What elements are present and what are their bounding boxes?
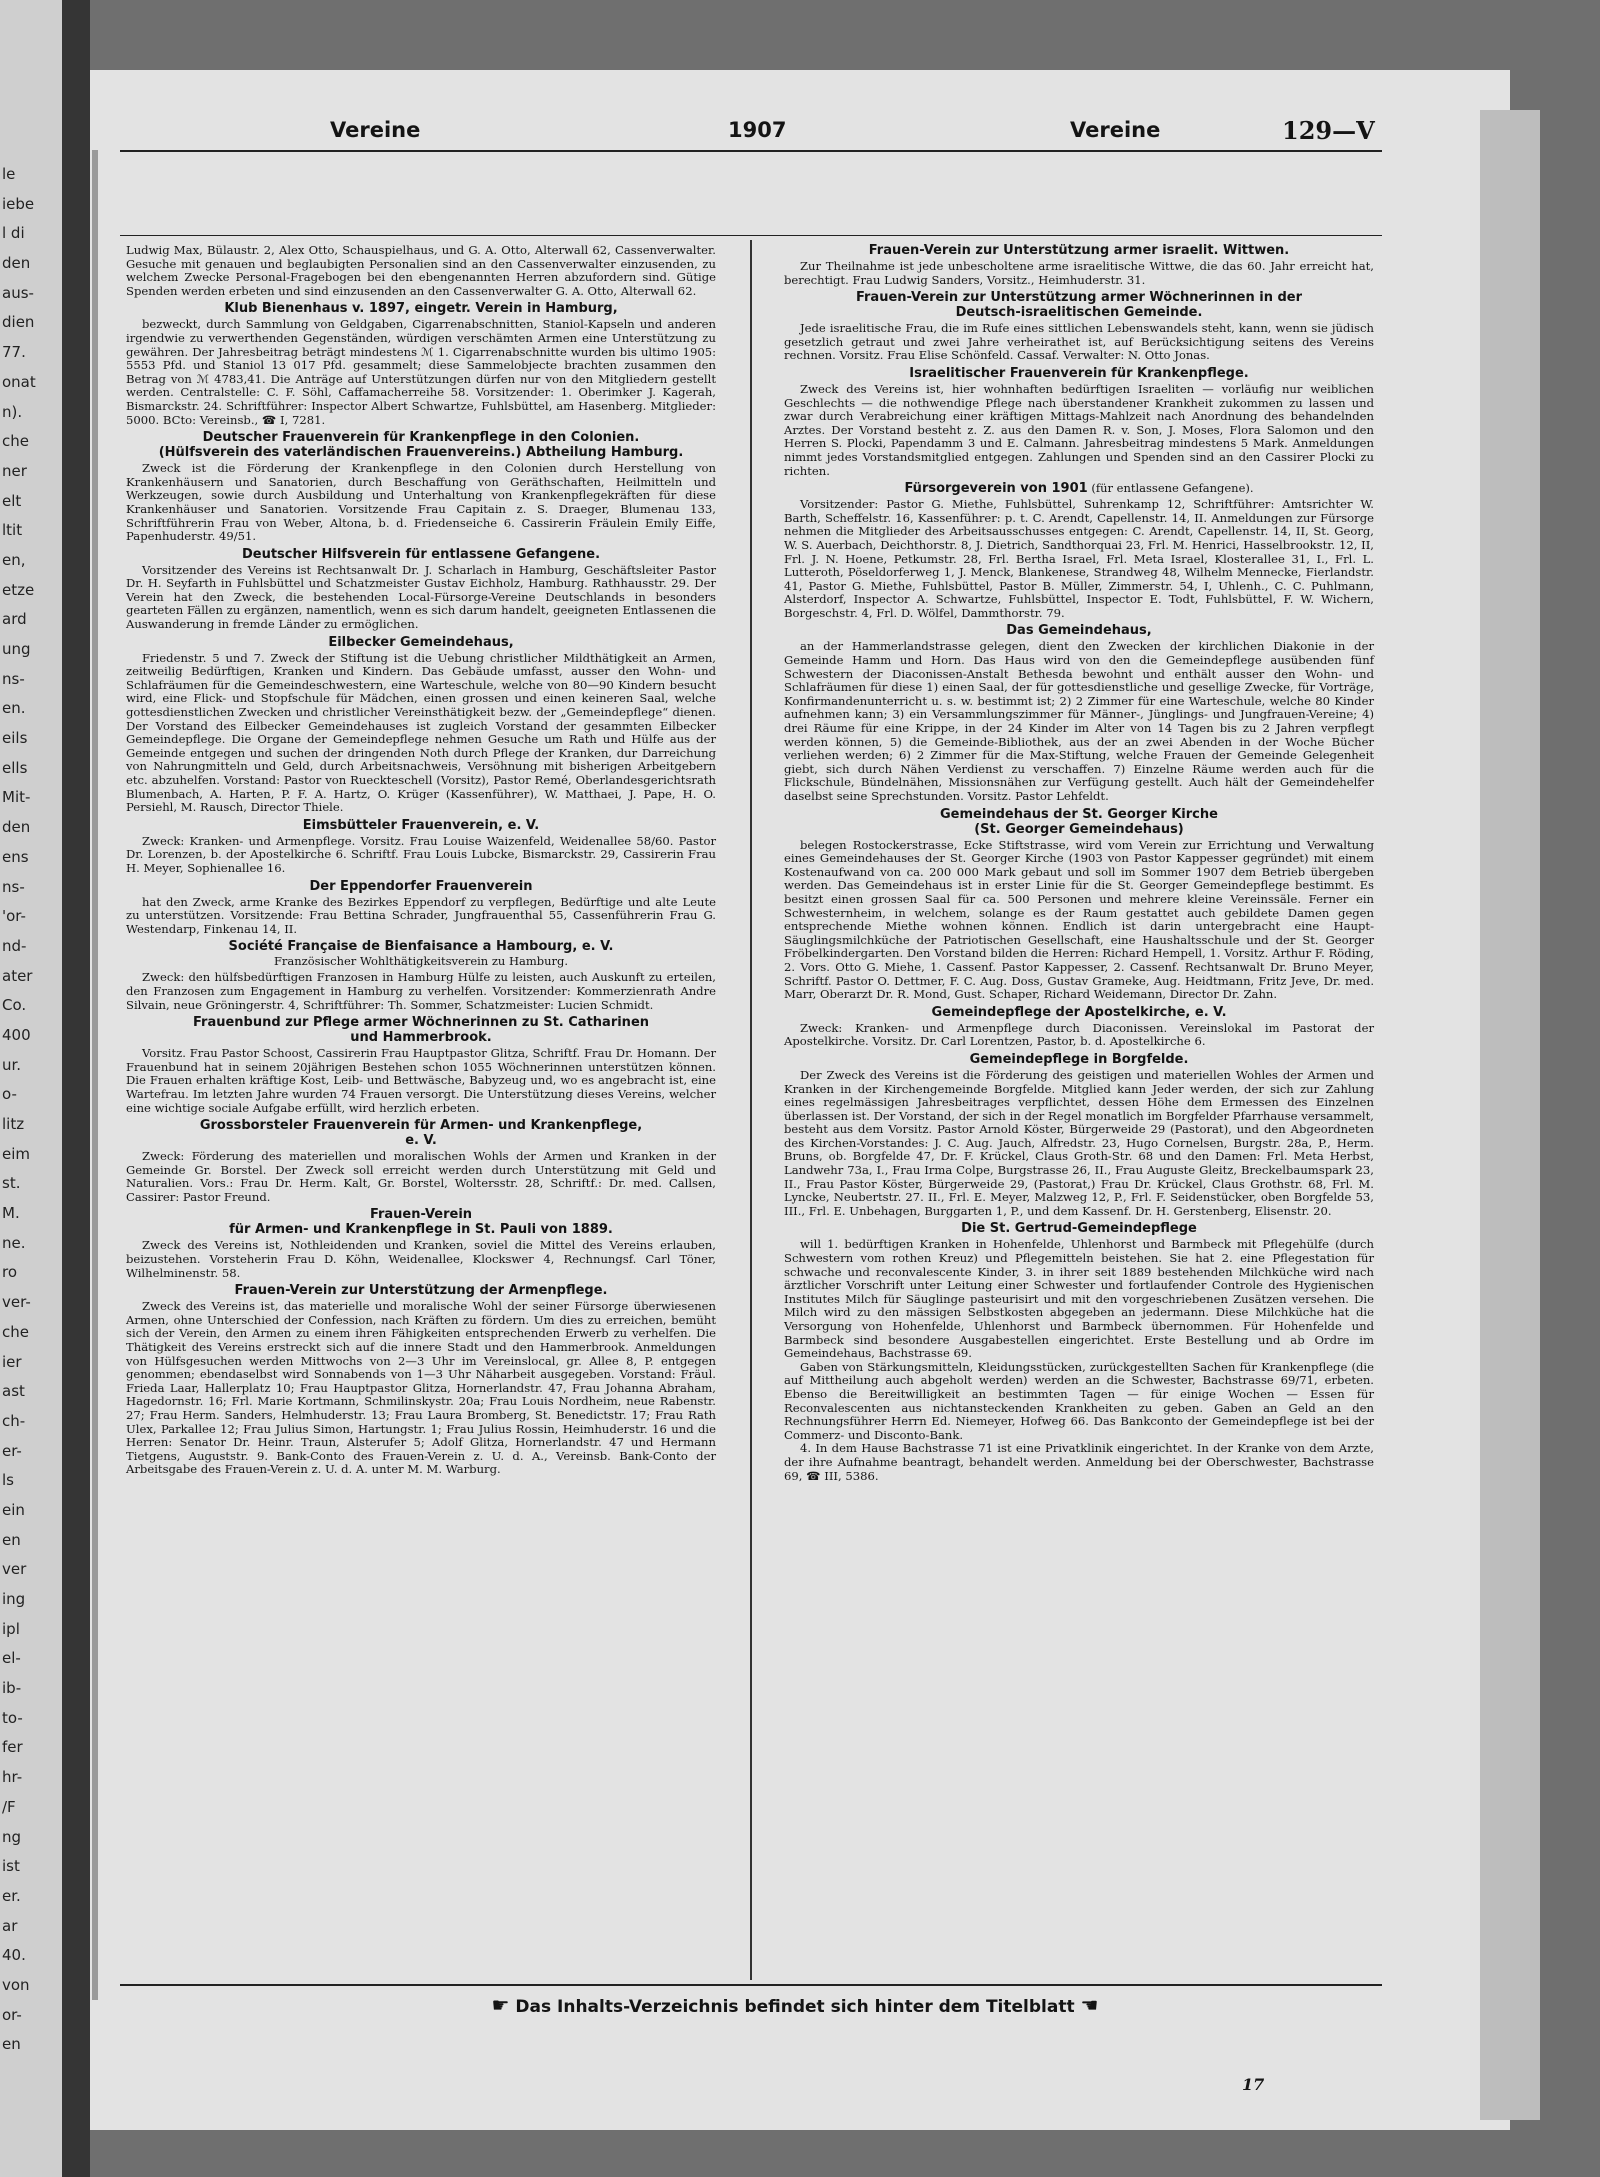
entry-title [126,1118,716,1148]
entry-title [126,547,716,562]
adjacent-page-text: dien [2,313,35,332]
entry-paragraph: Vorsitzender: Pastor G. Miethe, Fuhlsbüttel, Suhrenkamp 12, Schriftführer: Amtsrichter W. Barth, Scheffelstr. 16, Kassenführer: p. t. C. Arendt, Capellenstr. 14, II. Anmeldungen zur Fürsorge nehmen die Mitglieder des Arbeitsausschusses entgegen: C. Arendt, Capellenstr. 14, II, St. Georg, W. S. Auerbach, Deichthorstr. 8, J. Dietrich, Sandthorquai 23, Frl. M. Henrici, Hasselbrookstr. 12, II, Frl. J. N. Hoene, Petkumstr. 28, Frl. Bertha Israel, Frl. Meta Israel, Klosterallee 31, I., Frl. L. Lutteroth, Pöseldorferweg 1, J. Menck, Blankenese, Strandweg 48, Wilhelm Mennecke, Fierlandstr. 41, Pastor G. Miethe, Fuhlsbüttel, Pastor B. Müller, Zimmerstr. 54, I, Uhlenh., C. C. Puhlmann, Alsterdorf, Inspector A. Schwartze, Fuhlsbüttel, Inspector E. Todt, Fuhlsbüttel, F. W. Wichern, Borgeschstr. 4, Frl. D. Wölfel, Dammthorstr. 79. [784,497,1374,620]
entry-st-gertrud [784,1221,1374,1483]
adjacent-page-text: ells [2,758,28,777]
entry-subtitle: für Armen- und Krankenpflege in St. Pauli von 1889. [229,1222,613,1238]
entry-paragraph: bezweckt, durch Sammlung von Geldgaben, Cigarrenabschnitten, Staniol-Kapseln und anderen irgendwie zu verwerthenden Gegenständen, würdigen verschämten Armen eine Unterstützung zu gewähren. Der Jahresbeitrag beträgt mindestens ℳ 1. Cigarrenabschnitte wurden bis ultimo 1905: 5553 Pfd. und Staniol 13 017 Pfd. gesammelt; diese Sammelobjecte brachten zusammen den Betrag von ℳ 4783,41. Die Anträge auf Unterstützungen dürfen nur von den Mitgliedern gestellt werden. Centralstelle: C. F. Söhl, Caffamacherreihe 58. Vorsitzender: 1. Oberimker J. Kagerah, Bismarckstr. 24. Schriftführer: Inspector Albert Schwartze, Fuhlsbüttel, am Hasenberg. Mitglieder: 5000. BCto: Vereinsb., ☎ I, 7281. [126,317,716,427]
entry-gemeindepflege-borgfelde [784,1052,1374,1219]
adjacent-page-text: ne. [2,1233,26,1252]
entry-title-text: Fürsorgeverein von 1901 (für entlassene Gefangene). [904,481,1254,497]
entry-title [784,290,1374,320]
adjacent-page-text: en, [2,550,26,569]
adjacent-page-text: litz [2,1115,25,1133]
entry-title [784,623,1374,638]
entry-title [126,635,716,650]
index-note-text: Das Inhalts-Verzeichnis befindet sich hinter dem Titelblatt [515,1997,1075,2017]
entry-title-text: Frauenbund zur Pflege armer Wöchnerinnen zu St. Catharinen [192,1015,650,1031]
adjacent-page-text: ro [2,1263,18,1282]
entry-paragraph: Zweck des Vereins ist, hier wohnhaften bedürftigen Israeliten — vorläufig nur weiblichen Geschlechts — die nothwendige Pflege nach überstandener Krankheit zukommen zu lassen und zwar durch Verabreichung einer kräftigen Mittags-Mahlzeit nach Anordnung des behandelnden Arztes. Der Vorstand besteht z. Z. aus den Damen R. v. Son, J. Moses, Flora Salomon und den Herren S. Plocki, Papendamm 3 und E. Calmann. Jahresbeitrag mindestens 5 Mark. Anmeldungen nimmt jedes Vorstandsmitglied entgegen. Zahlungen und Spenden sind an den Cassirer Plocki zu richten. [784,381,1374,478]
adjacent-page-text: ner [2,461,27,480]
entry-eppendorfer-frauenverein [126,879,716,937]
adjacent-page-text: aus- [2,283,34,302]
pointing-hand-right-icon: ☛ [491,1993,510,2017]
entry-title-text: Klub Bienenhaus v. 1897, eingetr. Verein in Hamburg, [224,301,618,317]
entry-dt-hilfsverein-gefangene [126,547,716,632]
entry-title-text: Deutscher Frauenverein für Krankenpflege in den Colonien. [202,430,640,446]
entry-paragraph: will 1. bedürftigen Kranken in Hohenfelde, Uhlenhorst und Barmbeck mit Pflegehülfe (durch Schwestern vom rothen Kreuz) und Pflegemitteln beistehen. Sie hat 2. eine Pflegestation für schwache und reconvalescente Kinder, 3. in ihrer seit 1889 bestehenden Milchküche wird nach ärztlicher Vorschrift unter Leitung einer Schwester und fortlaufender Controle des Hygienischen Institutes Milch für Säuglinge pasteurisirt und mit den vorgeschriebenen Zusätzen versehen. Die Milch wird zu den mässigen Selbstkosten abgegeben an jedermann. Diese Milchküche hat die Versorgung von Hohenfelde, Uhlenhorst und Barmbeck übernommen. Für Hohenfelde und Barmbeck sind besondere Ausgabestellen eingerichtet. Erste Bestellung und ab Ordre im Gemeindehaus, Bachstrasse 69. [784,1237,1374,1361]
adjacent-page-text: iebe [2,194,35,213]
page-number: 17 [1242,2075,1265,2094]
entry-paragraph: Gaben von Stärkungsmitteln, Kleidungsstücken, zurückgestellten Sachen für Krankenpflege (die auf Mittheilung auch abgeholt werden) werden an die Schwester, Bachstrasse 69/71, erbeten. Ebenso die Bereitwilligkeit an bestimmten Tagen — für einige Wochen — Essen für Reconvalescenten aus nichtansteckenden Krankheiten zu geben. Gaben an Geld an den Rechnungsführer Herrn Ed. Niemeyer, Hofweg 66. Das Bankconto der Gemeindepflege ist bei der Commerz- und Disconto-Bank. [784,1359,1374,1442]
adjacent-page-text: o- [2,1085,17,1104]
adjacent-page-text: ein [2,1500,25,1519]
left-column [126,244,716,1480]
entry-title [784,481,1374,496]
entry-subtitle: (Hülfsverein des vaterländischen Frauenvereins.) Abtheilung Hamburg. [158,445,684,461]
entry-paragraph: belegen Rostockerstrasse, Ecke Stiftstrasse, wird vom Verein zur Errichtung und Verwaltung eines Gemeindehauses der St. Georger Kirche (1903 von Pastor Kappesser gegründet) mit einem Kostenaufwand von ca. 200 000 Mark gebaut und soll im Sommer 1907 dem Betrieb übergeben werden. Das Gemeindehaus ist in erster Linie für die St. Georger Gemeindepflege bestimmt. Es besitzt einen grossen Saal für ca. 500 Personen und mehrere kleine Vereinssäle. Ferner ein Schwesternheim, in welchem, solange es der Raum gestattet auch gebildete Damen gegen entsprechende Miethe wohnen können. Endlich ist darin untergebracht eine Haupt-Säuglingsmilchküche der Patriotischen Gesellschaft, eine Haushaltsschule und der St. Georger Fröbelkindergarten. Den Vorstand bilden die Herren: Richard Hempell, 1. Vorsitz. Arthur F. Röding, 2. Vors. Otto G. Miehe, 1. Cassenf. Pastor Kappesser, 2. Cassenf. Rechtsanwalt Dr. Bruno Meyer, Schriftf. Pastor O. Dettmer, F. C. Aug. Doss, Gustav Grameke, Aug. Heidtmann, Fritz Jeve, Dr. med. Marr, Oberarzt Dr. R. Mond, Gust. Schaper, Richard Weidemann, Director Dr. Zahn. [784,837,1374,1002]
adjacent-page-text: le [2,165,16,183]
adjacent-page-text: st. [2,1174,21,1193]
entry-title [126,818,716,833]
entry-paragraph: Der Zweck des Vereins ist die Förderung des geistigen und materiellen Wohles der Armen und Kranken in der Kirchengemeinde Borgfelde. Mitglied kann Jeder werden, der sich zur Zahlung eines regelmässigen Jahresbeitrages verpflichtet, dessen Höhe dem Ermessen des Einzelnen überlassen ist. Der Vorstand, der sich in der Regel monatlich im Borgfelder Pfarrhause versammelt, besteht aus dem Vorsitz. Pastor Arnold Köster, Bürgerweide 29 (Pastorat), und den Abgeordneten des Kirchen-Vorstandes: J. C. Aug. Jauch, Alfredstr. 23, Hugo Cornelsen, Burgstr. 28a, P., Herm. Bruns, ob. Borgfelde 47, Dr. F. Krückel, Claus Groth-Str. 68 und den Damen: Frl. Meta Herbst, Landwehr 73a, I., Frau Irma Colpe, Burgstrasse 26, II., Frau Auguste Gleitz, Breckelbaumspark 23, II., Frau Pastor Köster, Bürgerweide 29, (Pastorat,) Frau Dr. Krückel, Claus Grothstr. 68, Frl. M. Lyncke, Neubertstr. 27. II., Frl. E. Meyer, Malzweg 12, P., Frl. F. Seidenstücker, oben Borgfelde 53, III., Frl. E. Unbehagen, Burggarten 1, P., und dem Kassenf. Dr. H. Gerstenberg, Elisenstr. 20. [784,1067,1374,1218]
entry-eilbecker-gemeindehaus [126,635,716,815]
entry-paragraph: Zweck ist die Förderung der Krankenpflege in den Colonien durch Herstellung von Krankenhäusern und Sanatorien, durch Beschaffung von Geräthschaften, Heilmitteln und Werkzeugen, sowie durch Ausbildung und Unterhaltung von Krankenpflegekräften für diese Krankenhäuser und Sanatorien. Vorsitzende Frau Capitain z. S. Draeger, Blumenau 133, Schriftführerin Frau von Weber, Altona, b. d. Friedenseiche 6. Cassirerin Fräulein Emily Eiffe, Papenhuderstr. 49/51. [126,461,716,544]
entry-paragraph: Zweck: Förderung des materiellen und moralischen Wohls der Armen und Kranken in der Gemeinde Gr. Borstel. Der Zweck soll erreicht werden durch Unterstützung mit Geld und Naturalien. Vors.: Frau Dr. Herm. Kalt, Gr. Borstel, Woltersstr. 28, Schriftf.: Dr. med. Callsen, Cassirer: Pastor Freund. [126,1149,716,1204]
adjacent-page-text: en [2,1530,21,1549]
entry-title [784,366,1374,381]
entry-title-text: Frauen-Verein zur Unterstützung armer israelit. Wittwen. [868,243,1290,258]
entry-frauenbund-st-catharinen [126,1015,716,1115]
adjacent-page-text: ard [2,610,27,629]
adjacent-page-text: den [2,254,31,273]
adjacent-page-text: ipl [2,1619,20,1638]
adjacent-page-text: ater [2,966,33,985]
running-header [0,110,1600,146]
entry-paragraph: Zweck: Kranken- und Armenpflege durch Diaconissen. Vereinslokal im Pastorat der Apostelkirche. Vorsitz. Dr. Carl Lorentzen, Pastor, b. d. Apostelkirche 6. [784,1020,1374,1049]
entry-title [784,1221,1374,1236]
pointing-hand-left-icon: ☚ [1080,1993,1099,2017]
entry-title-text: Eimsbütteler Frauenverein, e. V. [302,817,540,833]
entry-title-text: Das Gemeindehaus, [1006,623,1152,639]
column-top-rule [120,235,1382,236]
entry-fuersorgeverein-1901 [784,481,1374,620]
header-year: 1907 [728,118,787,142]
entry-title [126,1207,716,1237]
entry-title [784,1005,1374,1020]
entry-title-text: Frauen-Verein zur Unterstützung armer Wöchnerinnen in der [855,290,1303,306]
adjacent-page-text: 400 [2,1025,31,1044]
entry-paragraph: Zweck des Vereins ist, das materielle und moralische Wohl der seiner Fürsorge überwiesenen Armen, ohne Unterschied der Confession, nach Kräften zu fördern. Um dies zu erreichen, bemüht sich der Verein, den Armen zu einem ihren Fähigkeiten entsprechenden Erwerb zu verhelfen. Die Thätigkeit des Vereins erstreckt sich auf die innere Stadt und den Hammerbrook. Anmeldungen von Hülfsgesuchen werden Mittwochs von 2—3 Uhr im Vereinslocal, gr. Allee 8, P. entgegen genommen; ebendaselbst wird Sonnabends von 1—3 Uhr Näharbeit ausgegeben. Vorstand: Fräul. Frieda Laar, Hallerplatz 10; Frau Hauptpastor Glitza, Hornerlandstr. 47, Frau Johanna Abraham, Hagedornstr. 16; Frl. Marie Kortmann, Schmilinskystr. 20a; Frau Louis Nordheim, neue Rabenstr. 27; Frau Herm. Sanders, Helmhuderstr. 13; Frau Laura Bromberg, St. Benedictstr. 17; Frau Rath Ulex, Parkallee 12; Frau Julius Simon, Hartungstr. 1; Frau Julius Rossin, Heimhuderstr. 16 und die Herren: Senator Dr. Heinr. Traun, Alsterufer 5; Adolf Glitza, Hornerlandstr. 47 und Hermann Tietgens, Auguststr. 9. Bank-Conto des Frauen-Verein z. U. d. A., Vereinsb. Bank-Conto der Arbeitsgabe des Frauen-Verein z. U. d. A. unter M. M. Warburg. [126,1299,716,1477]
header-left: Vereine [330,118,421,142]
entry-title [784,243,1374,258]
adjacent-page-text: er. [2,1886,21,1905]
entry-dt-frauenverein-colonien [126,430,716,544]
entry-paragraph: an der Hammerlandstrasse gelegen, dient den Zwecken der kirchlichen Diakonie in der Gemeinde Hamm und Horn. Das Haus wird von den die Gemeindepflege ausübenden fünf Schwestern der Diaconissen-Anstalt Bethesda bewohnt und enthält ausser den Wohn- und Schlafräumen für diese 1) einen Saal, der für gottesdienstliche und gesellige Zwecke, für Vorträge, Konfirmandenunterricht u. s. w. bestimmt ist; 2) 2 Zimmer für eine Warteschule, welche 80 Kinder aufnehmen kann; 3) ein Versammlungszimmer für Männer-, Jünglings- und Jungfrauen-Vereine; 4) drei Räume für eine Krippe, in der 24 Kinder im Alter von 14 Tagen bis zu 2 Jahren verpflegt werden können, 5) die Gemeinde-Bibliothek, aus der an zwei Abenden in der Woche Bücher verliehen werden; 6) 2 Zimmer für die Max-Stiftung, welche Frauen der Gemeinde Gelegenheit giebt, sich durch Nähen Verdienst zu verschaffen. 7) Einzelne Räume werden auch für die Flickschule, Bündelnähen, Missionsnähen zur Verfügung gestellt. Auch hält der Gemeindehelfer daselbst seine Sprechstunden. Vorsitz. Pastor Lehfeldt. [784,639,1374,803]
adjacent-page-text: nd- [2,936,27,955]
entry-societe-francaise [126,939,716,1012]
adjacent-page-text: etze [2,580,35,599]
entry-paragraph: Zweck des Vereins ist, Nothleidenden und Kranken, soviel die Mittel des Vereins erlauben, beizustehen. Vorsteherin Frau D. Köhn, Weidenallee, Klockswег 4, Rechnungsf. Carl Töner, Wilhelminenstr. 58. [126,1238,716,1280]
adjacent-page-text: che [2,432,29,451]
adjacent-page-text: ltit [2,521,23,540]
adjacent-page-text: onat [2,372,36,391]
entry-title [126,879,716,894]
adjacent-page-text: eils [2,729,28,748]
entry-title [784,1052,1374,1067]
adjacent-page-text: ar [2,1916,18,1935]
adjacent-page-text: ls [2,1471,14,1490]
entry-title-text: Société Française de Bienfaisance a Hambourg, e. V. [228,939,614,955]
bottom-rule [120,1984,1382,1986]
entry-paragraph: 4. In dem Hause Bachstrasse 71 ist eine Privatklinik eingerichtet. In der Kranke von dem Arzte, der ihre Aufnahme beantragt, behandelt werden. Anmeldung bei der Oberschwester, Bachstrasse 69, ☎ III, 5386. [784,1441,1374,1483]
adjacent-page-text: l di [2,224,25,243]
adjacent-page-text: Co. [2,996,27,1015]
entry-paragraph: Ludwig Max, Bülaustr. 2, Alex Otto, Schauspielhaus, und G. A. Otto, Alterwall 62, Cassenverwalter. Gesuche mit genauen und beglaubigten Personalien sind an den Cassenverwalter einzusenden, zu welchem Zwecke Personal-Fragebogen bei den ebengenannten Herren abzufordern sind. Gütige Spenden werden erbeten und sind einzusenden an den Cassenverwalter G. A. Otto, Alterwall 62. [126,243,716,298]
right-column [784,240,1374,1486]
entry-eimsbuetteler-frauenverein [126,818,716,876]
entry-title-text: Deutscher Hilfsverein für entlassene Gefangene. [241,546,601,562]
adjacent-page-text: ch- [2,1411,26,1430]
entry-grossborsteler-frauenverein [126,1118,716,1204]
entry-title-text: Eilbecker Gemeindehaus, [328,634,514,650]
entry-title-text: Der Eppendorfer Frauenverein [309,878,533,894]
adjacent-page-text: fer [2,1738,23,1757]
entry-intro [126,244,716,298]
adjacent-page-text: elt [2,491,22,510]
adjacent-page-text: ist [2,1857,20,1876]
entry-subtitle: und Hammerbrook. [350,1030,492,1046]
header-right: Vereine [1070,118,1161,142]
adjacent-page-text: or- [2,2005,22,2024]
adjacent-page-text: 'or- [2,907,26,926]
header-folio: 129—V [1282,116,1375,145]
adjacent-page-text: 40. [2,1946,26,1965]
entry-paragraph: Vorsitzender des Vereins ist Rechtsanwalt Dr. J. Scharlach in Hamburg, Geschäftsleiter Pastor Dr. H. Seyfarth in Fuhlsbüttel und Schatzmeister Gustav Eichholz, Hamburg. Rathhausstr. 29. Der Verein hat den Zweck, die bestehenden Local-Fürsorge-Vereine Deutschlands in besonders gearteten Fällen zu ergänzen, namentlich, wenn es sich darum handelt, geeigneten Entlassenen die Auswanderung in fremde Länder zu ermöglichen. [126,562,716,632]
entry-title [784,807,1374,837]
entry-klub-bienenhaus [126,301,716,427]
adjacent-page-text: che [2,1322,29,1341]
entry-gemeindepflege-apostelkirche [784,1005,1374,1049]
adjacent-page-text: el- [2,1649,21,1668]
adjacent-page-text: ib- [2,1679,22,1698]
entry-paragraph: Zur Theilnahme ist jede unbescholtene arme israelitische Wittwe, die das 60. Jahr erreicht hat, berechtigt. Frau Ludwig Sanders, Vorsitz., Heimhuderstr. 31. [784,259,1374,287]
entry-title-text: Gemeindepflege der Apostelkirche, e. V. [931,1004,1227,1020]
adjacent-page-text: to- [2,1708,23,1727]
entry-paragraph: Jede israelitische Frau, die im Rufe eines sittlichen Lebenswandels steht, kann, wenn sie jüdisch gesetzlich getraut und zwei Jahre verheirathet ist, auf Berücksichtigung seitens des Vereins rechnen. Vorsitz. Frau Elise Schönfeld. Cassaf. Verwalter: N. Otto Jonas. [784,321,1374,363]
entry-title [126,1283,716,1298]
entry-title-text: Die St. Gertrud-Gemeindepflege [961,1221,1197,1237]
adjacent-page-text: ast [2,1382,25,1401]
adjacent-page-text: en. [2,699,26,718]
entry-title [126,1015,716,1045]
entry-title [126,939,716,969]
entry-subtitle: e. V. [405,1133,437,1149]
entry-frauen-verein-israelit-wittwen [784,243,1374,287]
adjacent-page-text: von [2,1975,30,1994]
adjacent-page-text: den [2,818,31,837]
adjacent-page-text: ns- [2,877,25,896]
entry-frauen-verein-st-pauli [126,1207,716,1280]
entry-title-note: (für entlassene Gefangene). [1087,481,1254,496]
entry-israelitischer-frauenverein [784,366,1374,478]
adjacent-page-text: er- [2,1441,22,1460]
adjacent-page-text: hr- [2,1768,23,1787]
entry-title-text: Frauen-Verein [369,1207,473,1223]
adjacent-page-text: ung [2,640,31,658]
adjacent-page-text: en [2,2035,21,2054]
entry-title-text: Grossborsteler Frauenverein für Armen- und Krankenpflege, [199,1118,643,1134]
adjacent-page-text: eim [2,1144,31,1163]
index-note [345,1993,1245,2017]
entry-gemeindehaus [784,623,1374,803]
entry-paragraph: Friedenstr. 5 und 7. Zweck der Stiftung ist die Uebung christlicher Mildthätigkeit an Armen, zeitweilig Bedürftigen, Kranken und Kindern. Das Gebäude umfasst, ausser den Wohn- und Schlafräumen für die Gemeindeschwestern, eine Warteschule, welche von 80—90 Kindern besucht wird, eine Flick- und Stopfschule für Mädchen, einen grossen und einen keineren Saal, welche gottesdienstlichen Zwecken und christlicher Vereinsthätigkeit bezw. der „Gemeindepflege“ dienen. Der Vorstand des Eilbecker Gemeindehauses ist zugleich Vorstand der gesammten Eilbecker Gemeindepflege. Die Organe der Gemeindepflege nehmen Gesuche um Rath und Hülfe aus der Gemeinde entgegen und suchen der dringenden Noth durch Pflege der Kranken, dur Darreichung von Nahrungmitteln und Geld, durch Arbeitsnachweis, Versöhnung mit bisherigen Arbeitgebern etc. abzuhelfen. Vorstand: Pastor von Rueckteschell (Vorsitz), Pastor Remé, Oberlandesgerichtsrath Blumenbach, A. Harten, P. F. A. Hartz, O. Krüger (Kassenführer), W. Matthaei, J. Pape, H. O. Persiehl, M. Rausch, Director Thiele. [126,650,716,815]
adjacent-page-text: ver- [2,1293,31,1312]
entry-title-text: Israelitischer Frauenverein für Krankenpflege. [909,365,1249,381]
header-rule [120,150,1382,152]
entry-title-text: Gemeindepflege in Borgfelde. [969,1051,1189,1067]
entry-gemeindehaus-st-georger [784,807,1374,1002]
entry-title-text: Frauen-Verein zur Unterstützung der Armenpflege. [234,1283,608,1299]
entry-title [126,430,716,460]
entry-subtitle: (St. Georger Gemeindehaus) [974,821,1184,837]
adjacent-page-text: ur. [2,1055,22,1074]
adjacent-page-text: ver [2,1560,27,1579]
page-shadow [92,150,98,2000]
book-gutter [62,0,90,2177]
entry-paragraph: Zweck: den hülfsbedürftigen Franzosen in Hamburg Hülfe zu leisten, auch Auskunft zu erteilen, den Franzosen zum Engagement in Hamburg zu verhelfen. Vorsitzender: Kommerzienrath Andre Silvain, neue Gröningerstr. 4, Schriftführer: Th. Sommer, Schatzmeister: Lucien Schmidt. [126,970,716,1012]
page-edge [1480,110,1540,2120]
adjacent-page-text: 77. [2,343,26,362]
entry-paragraph: hat den Zweck, arme Kranke des Bezirkes Eppendorf zu verpflegen, Bedürftige und alte Leute zu unterstützen. Vorsitzende: Frau Bettina Schrader, Jungfrauenthal 55, Cassenführerin Frau G. Westendarp, Finkenau 14, II. [126,894,716,936]
entry-frauen-verein-armenpflege [126,1283,716,1477]
entry-subtitle: Deutsch-israelitischen Gemeinde. [955,305,1203,321]
adjacent-page-text: ng [2,1827,22,1846]
adjacent-page-text: n). [2,402,23,421]
adjacent-page-text: ns- [2,669,25,688]
entry-frauen-verein-woechnerinnen-israel [784,290,1374,363]
adjacent-page-text: ing [2,1590,26,1608]
adjacent-page-text: M. [2,1204,20,1223]
column-divider [750,240,752,1980]
adjacent-page-text: /F [2,1797,16,1816]
entry-title-text: Gemeindehaus der St. Georger Kirche [940,806,1218,822]
entry-paragraph: Vorsitz. Frau Pastor Schoost, Cassirerin Frau Hauptpastor Glitza, Schriftf. Frau Dr. Homann. Der Frauenbund hat in seinem 20jährigen Bestehen schon 1055 Wöchnerinnen unterstützen können. Die Frauen erhalten kräftige Kost, Leib- und Bettwäsche, Babyzeug und, wo es angebracht ist, eine Wartefrau. Im letzten Jahre wurden 74 Frauen versorgt. Die Unterstützung dieses Vereins, welcher eine wichtige sociale Aufgabe erfüllt, wird herzlich erbeten. [126,1046,716,1115]
entry-paragraph: Zweck: Kranken- und Armenpflege. Vorsitz. Frau Louise Waizenfeld, Weidenallee 58/60. Pastor Dr. Lorenzen, b. der Apostelkirche 6. Schriftf. Frau Louis Lubcke, Bismarckstr. 29, Cassirerin Frau H. Meyer, Sophienallee 16. [126,833,716,875]
entry-subtitle: Französischer Wohlthätigkeitsverein zu Hamburg. [273,954,569,969]
adjacent-page-text: ens [2,847,29,866]
adjacent-page-text: ier [2,1352,22,1371]
entry-title [126,301,716,316]
adjacent-page-fragment [0,0,65,2177]
adjacent-page-text: Mit- [2,788,31,807]
